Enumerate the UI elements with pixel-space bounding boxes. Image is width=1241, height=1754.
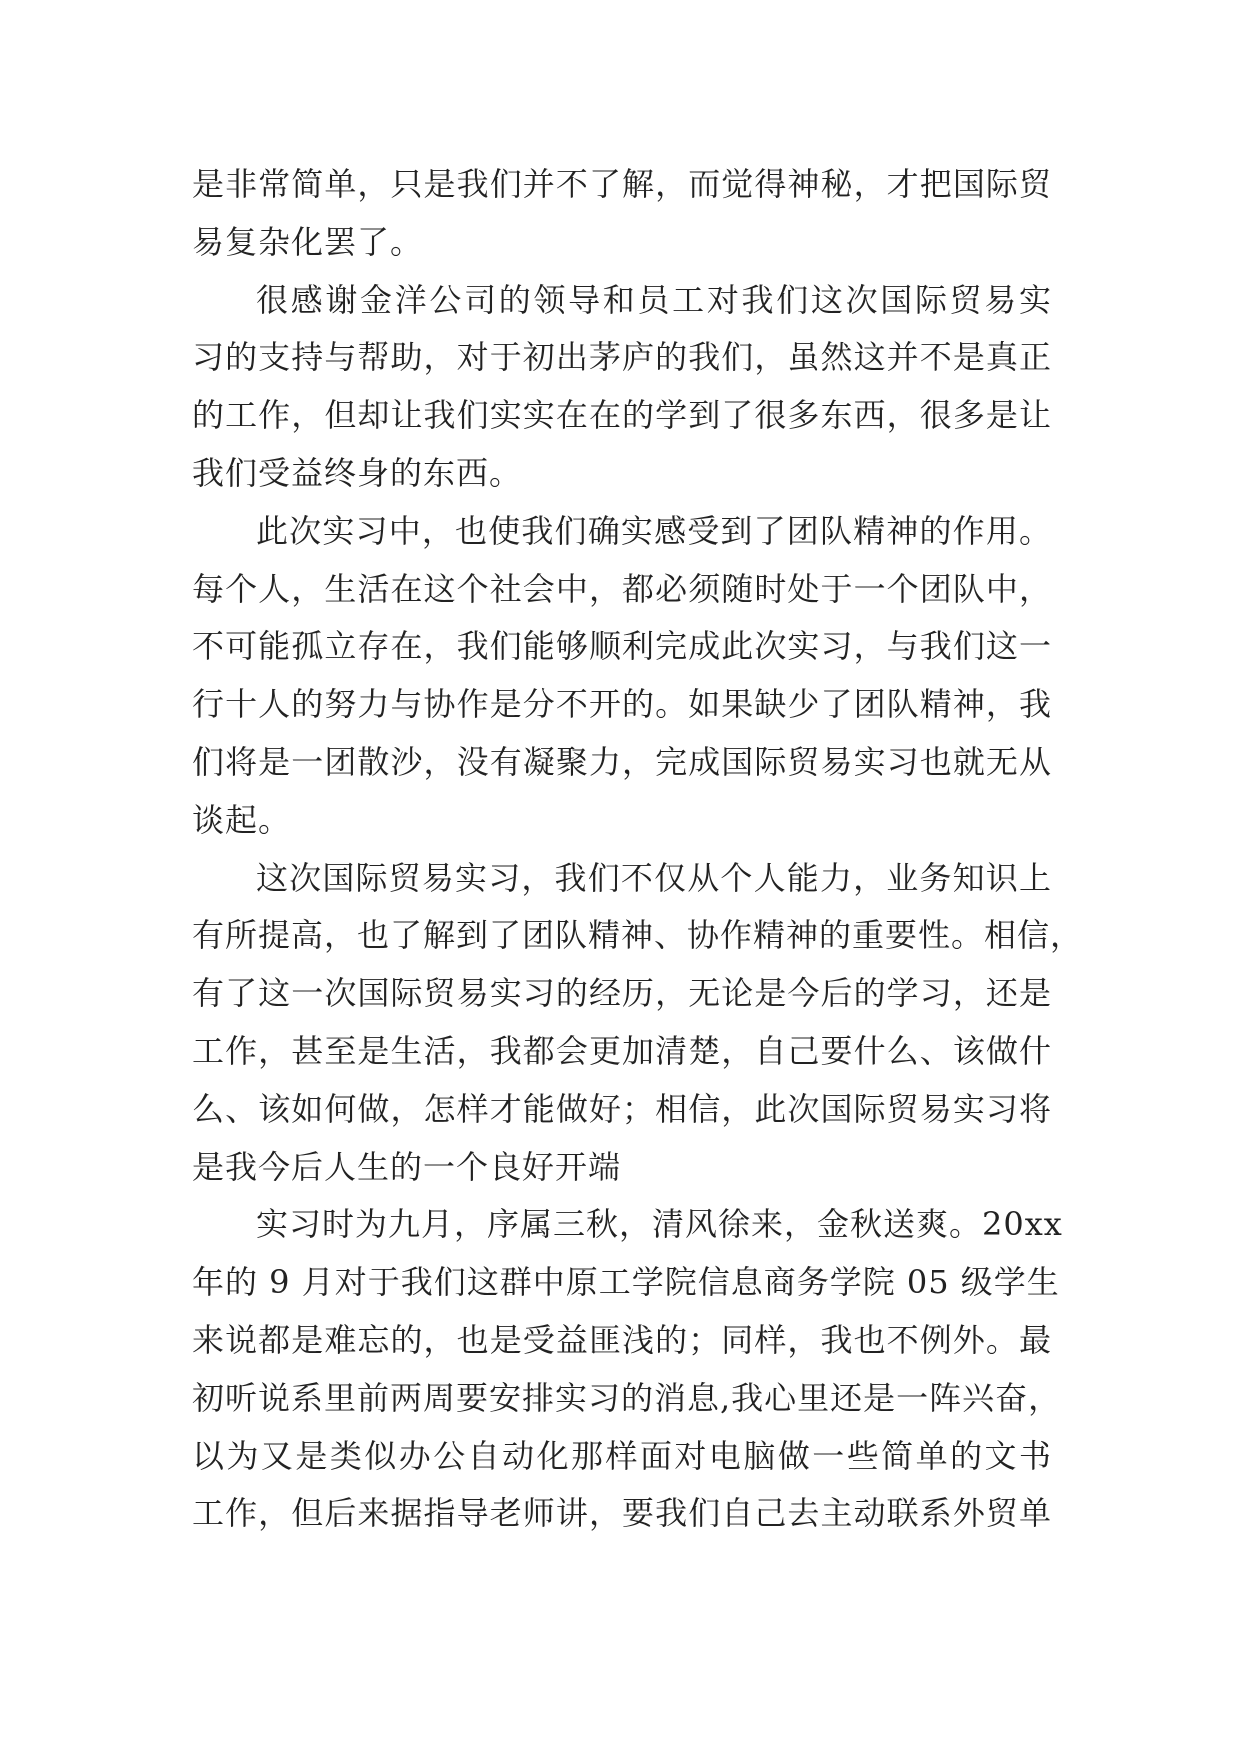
text-line: 易复杂化罢了。 bbox=[192, 222, 424, 261]
paragraph bbox=[192, 503, 1052, 850]
text-line: 工作，但后来据指导老师讲，要我们自己去主动联系外贸单 bbox=[192, 1494, 1052, 1533]
paragraph bbox=[192, 272, 1052, 503]
text-line: 以为又是类似办公自动化那样面对电脑做一些简单的文书 bbox=[192, 1436, 1052, 1475]
text-line: 我们受益终身的东西。 bbox=[192, 453, 523, 492]
text-line: 这次国际贸易实习，我们不仅从个人能力，业务知识上 bbox=[256, 858, 1052, 897]
text-line: 此次实习中，也使我们确实感受到了团队精神的作用。 bbox=[256, 511, 1052, 550]
text-line: 是非常简单，只是我们并不了解，而觉得神秘，才把国际贸 bbox=[192, 165, 1052, 203]
text-line: 习的支持与帮助，对于初出茅庐的我们，虽然这并不是真正 bbox=[192, 338, 1052, 377]
text-line: 谈起。 bbox=[192, 800, 292, 839]
text-line: 行十人的努力与协作是分不开的。如果缺少了团队精神，我 bbox=[192, 685, 1052, 724]
text-line: 很感谢金洋公司的领导和员工对我们这次国际贸易实 bbox=[256, 280, 1052, 319]
text-line: 有了这一次国际贸易实习的经历，无论是今后的学习，还是 bbox=[192, 974, 1052, 1013]
text-line: 的工作，但却让我们实实在在的学到了很多东西，很多是让 bbox=[192, 396, 1052, 435]
text-line: 年的 9 月对于我们这群中原工学院信息商务学院 05 级学生 bbox=[192, 1263, 1060, 1302]
paragraph bbox=[192, 850, 1084, 1197]
text-line: 来说都是难忘的，也是受益匪浅的；同样，我也不例外。最 bbox=[192, 1320, 1052, 1359]
paragraph bbox=[192, 156, 1052, 272]
text-line: 不可能孤立存在，我们能够顺利完成此次实习，与我们这一 bbox=[192, 627, 1052, 666]
text-line: 有所提高，也了解到了团队精神、协作精神的重要性。相信， bbox=[192, 916, 1084, 955]
text-line: 实习时为九月，序属三秋，清风徐来，金秋送爽。20xx bbox=[256, 1205, 1063, 1244]
text-line: 么、该如何做，怎样才能做好；相信，此次国际贸易实习将 bbox=[192, 1089, 1052, 1128]
text-line: 是我今后人生的一个良好开端 bbox=[192, 1147, 622, 1186]
text-line: 每个人，生活在这个社会中，都必须随时处于一个团队中， bbox=[192, 569, 1052, 608]
text-line: 们将是一团散沙，没有凝聚力，完成国际贸易实习也就无从 bbox=[192, 742, 1052, 781]
paragraph bbox=[192, 1196, 1063, 1543]
text-line: 初听说系里前两周要安排实习的消息,我心里还是一阵兴奋， bbox=[192, 1378, 1062, 1417]
text-line: 工作，甚至是生活，我都会更加清楚，自己要什么、该做什 bbox=[192, 1031, 1052, 1070]
document-body bbox=[192, 156, 1084, 1543]
